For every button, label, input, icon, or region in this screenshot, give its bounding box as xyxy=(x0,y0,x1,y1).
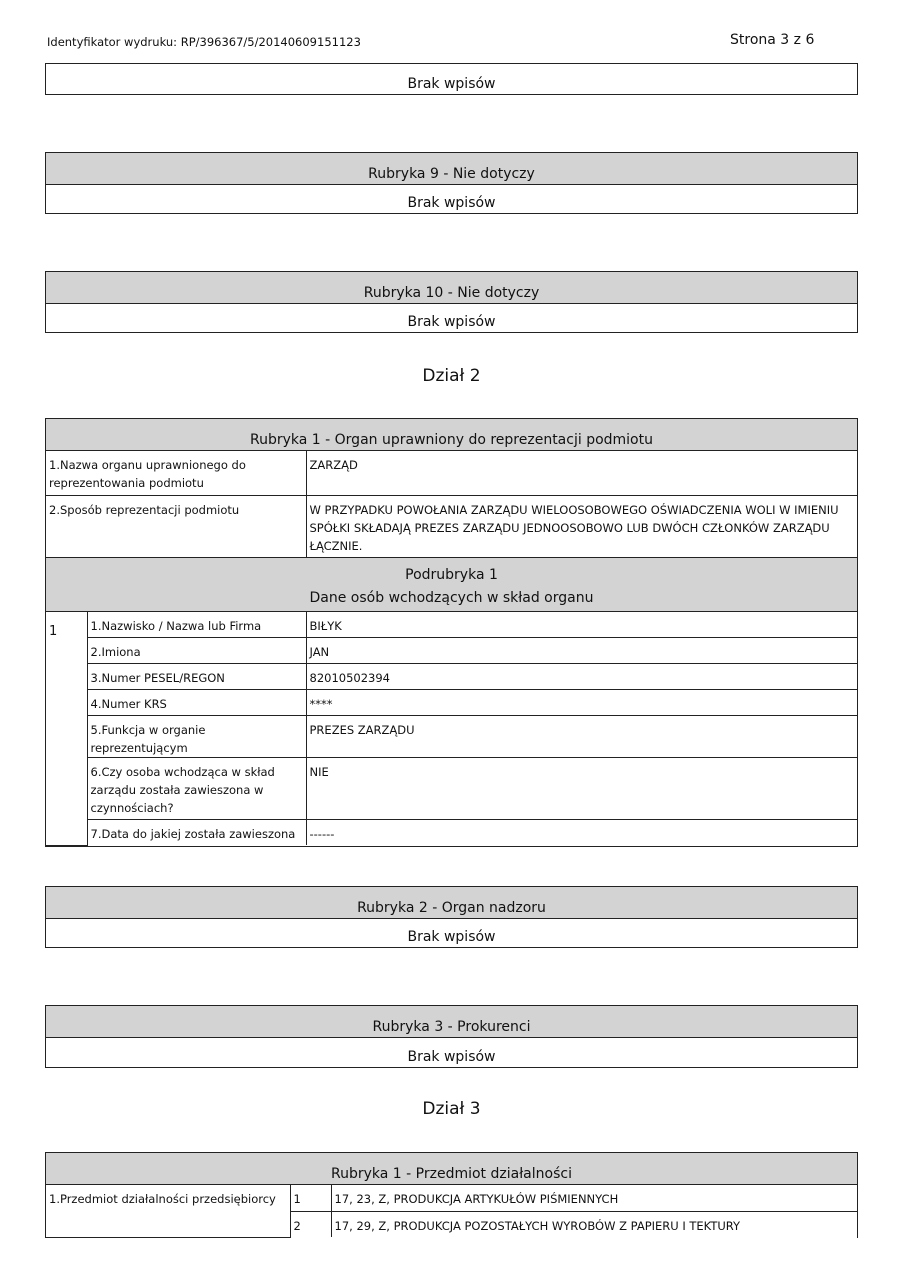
representation-table xyxy=(46,451,857,846)
section-title: Rubryka 2 - Organ nadzoru xyxy=(46,887,857,919)
section-title: Rubryka 10 - Nie dotyczy xyxy=(46,272,857,304)
no-entries-text: Brak wpisów xyxy=(407,76,496,92)
subsection-title: Podrubryka 1 xyxy=(405,566,498,583)
section-title: Rubryka 1 - Przedmiot działalności xyxy=(46,1153,857,1185)
page-number: Strona 3 z 6 xyxy=(730,32,815,48)
continuation-box xyxy=(45,63,858,95)
field-label: 2.Imiona xyxy=(87,637,306,663)
field-value: JAN xyxy=(306,637,857,663)
no-entries-text: Brak wpisów xyxy=(407,314,496,330)
no-entries-text: Brak wpisów xyxy=(407,1049,496,1065)
field-value: NIE xyxy=(306,757,857,819)
field-value: ZARZĄD xyxy=(306,451,857,495)
field-value: 82010502394 xyxy=(306,663,857,689)
section-title: Rubryka 1 - Organ uprawniony do reprezentacji podmiotu xyxy=(46,419,857,451)
section-prokurenci xyxy=(45,1005,858,1068)
section-przedmiot-dzialalnosci xyxy=(45,1152,858,1238)
field-value: ------ xyxy=(306,819,857,845)
field-value: W PRZYPADKU POWOŁANIA ZARZĄDU WIELOOSOBOWEGO OŚWIADCZENIA WOLI W IMIENIU SPÓŁKI SKŁADAJĄ PREZES ZARZĄDU JEDNOOSOBOWO LUB DWÓCH CZŁONKÓW ZARZĄDU ŁĄCZNIE. xyxy=(306,495,857,557)
section-organ-reprezentacji xyxy=(45,418,858,847)
item-number: 2 xyxy=(290,1211,331,1237)
no-entries-text: Brak wpisów xyxy=(407,929,496,945)
field-value: BIŁYK xyxy=(306,611,857,637)
activity-value: 17, 29, Z, PRODUKCJA POZOSTAŁYCH WYROBÓW Z PAPIERU I TEKTURY xyxy=(331,1211,857,1237)
section-rubryka-9 xyxy=(45,152,858,214)
field-label: 7.Data do jakiej została zawieszona xyxy=(87,819,306,845)
field-value: PREZES ZARZĄDU xyxy=(306,715,857,757)
activity-table xyxy=(46,1185,857,1238)
field-label: 5.Funkcja w organie reprezentującym xyxy=(87,715,306,757)
field-label: 3.Numer PESEL/REGON xyxy=(87,663,306,689)
field-label: 1.Nazwa organu uprawnionego do reprezentowania podmiotu xyxy=(46,451,306,495)
subsection-subtitle: Dane osób wchodzących w skład organu xyxy=(309,589,594,606)
field-label: 2.Sposób reprezentacji podmiotu xyxy=(46,495,306,557)
section-rubryka-10 xyxy=(45,271,858,333)
dzial-3-heading: Dział 3 xyxy=(422,1099,481,1119)
dzial-2-heading: Dział 2 xyxy=(422,366,481,386)
field-value: **** xyxy=(306,689,857,715)
field-label: 6.Czy osoba wchodząca w skład zarządu została zawieszona w czynnościach? xyxy=(87,757,306,819)
activity-value: 17, 23, Z, PRODUKCJA ARTYKUŁÓW PIŚMIENNYCH xyxy=(331,1185,857,1211)
item-number: 1 xyxy=(290,1185,331,1211)
no-entries-text: Brak wpisów xyxy=(407,195,496,211)
section-title: Rubryka 9 - Nie dotyczy xyxy=(46,153,857,185)
print-identifier: Identyfikator wydruku: RP/396367/5/20140609151123 xyxy=(47,35,361,49)
field-label: 1.Przedmiot działalności przedsiębiorcy xyxy=(46,1185,290,1237)
field-label: 1.Nazwisko / Nazwa lub Firma xyxy=(87,611,306,637)
person-number: 1 xyxy=(46,611,87,845)
section-organ-nadzoru xyxy=(45,886,858,948)
subsection-header xyxy=(46,557,857,611)
field-label: 4.Numer KRS xyxy=(87,689,306,715)
section-title: Rubryka 3 - Prokurenci xyxy=(46,1006,857,1038)
